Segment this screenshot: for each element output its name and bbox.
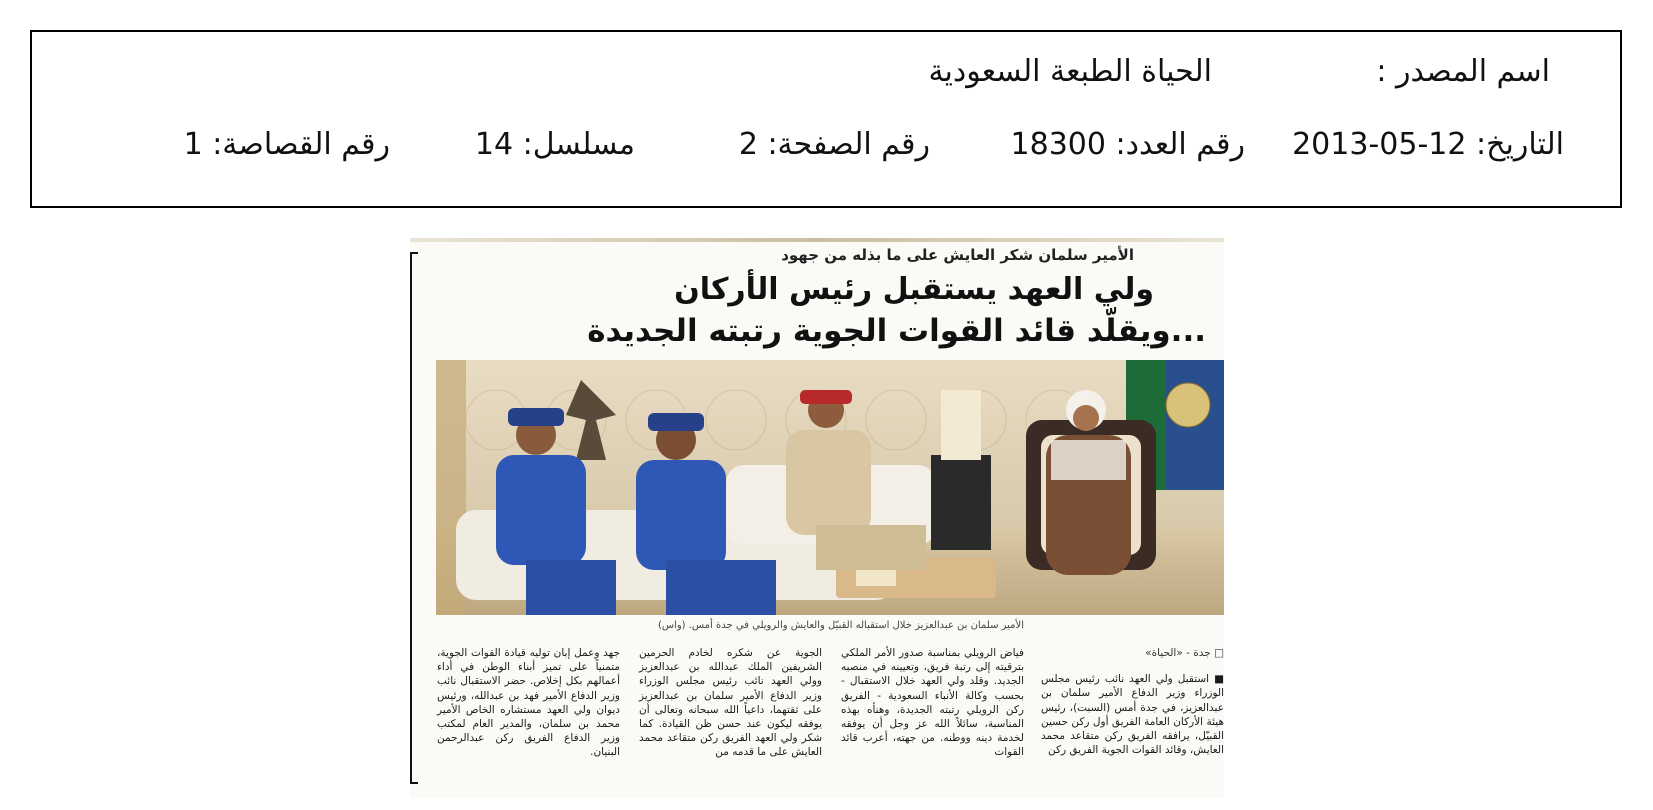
article-column-2-text: فياض الرويلي بمناسبة صدور الأمر الملكي بترقيته إلى رتبة فريق، وتعيينه في منصبه الجديد. وقلد ولي العهد خلال الاستقبال - بحسب وكالة الأنباء السعودية - الفريق ركن الرويلي رتبته الجديدة، وهنأه بهذه المناسبة، سائلاً الله عز وجل أن يوفقه لخدمة دينه ووطنه. من جهته، أعرب قائد القوات	[841, 647, 1024, 759]
article-column-1	[1041, 646, 1224, 757]
photo-caption: الأمير سلمان بن عبدالعزيز خلال استقباله القبيّل والعايش والرويلي في جدة أمس. (واس)	[657, 620, 1024, 631]
meeting-photo-illustration	[436, 360, 1224, 615]
clip-number-field: رقم القصاصة: 1	[183, 127, 390, 162]
article-column-3	[639, 646, 822, 760]
clipping-bracket	[410, 252, 418, 784]
clipping-top-edge	[410, 238, 1224, 242]
article-column-4-text: جهد وعمل إبان توليه قيادة القوات الجوية، متمنياً على تميز أبناء الوطن في أداء أعمالهم بكل إخلاص. حضر الاستقبال نائب وزير الدفاع الأمير فهد بن عبدالله، ورئيس ديوان ولي العهد مستشاره الخاص الأمير محمد بن سلمان، والمدير العام لمكتب وزير الدفاع الفريق ركن عبدالرحمن البنيان.	[437, 647, 620, 759]
article-photo	[436, 360, 1224, 615]
date-field: التاريخ: 12-05-2013	[1292, 127, 1564, 162]
article-column-3-text: الجوية عن شكره لخادم الحرمين الشريفين الملك عبدالله بن عبدالعزيز وولي العهد نائب رئيس مجلس الوزراء وزير الدفاع الأمير سلمان بن عبدالعزيز على ثقتهما، داعياً الله سبحانه وتعالى أن يوفقه ليكون عند حسن ظن القيادة. كما شكر ولي العهد الفريق ركن متقاعد محمد العايش على ما قدمه من	[639, 647, 822, 759]
article-dateline: □ جدة - «الحياة»	[1145, 647, 1224, 659]
serial-field: مسلسل: 14	[474, 127, 635, 162]
article-body	[428, 646, 1224, 796]
source-info-box	[30, 30, 1622, 208]
article-headline-line-1: ولي العهد يستقبل رئيس الأركان	[674, 272, 1154, 307]
article-headline-line-2: ...ويقلّد قائد القوات الجوية رتبته الجديدة	[587, 313, 1206, 349]
newspaper-clipping	[410, 238, 1224, 798]
issue-number-field: رقم العدد: 18300	[1010, 127, 1245, 162]
article-kicker: الأمير سلمان شكر العايش على ما بذله من جهود	[781, 246, 1134, 264]
page-number-field: رقم الصفحة: 2	[738, 127, 930, 162]
article-column-2	[841, 646, 1024, 760]
source-label: اسم المصدر :	[1376, 54, 1550, 89]
article-column-1-text: ■ استقبل ولي العهد نائب رئيس مجلس الوزراء وزير الدفاع الأمير سلمان بن عبدالعزيز، في جدة أمس (السبت)، رئيس هيئة الأركان العامة الفريق أول ركن حسين القبيّل، يرافقه الفريق ركن متقاعد محمد العايش، وقائد القوات الجوية الفريق ركن	[1041, 673, 1224, 757]
article-column-4	[437, 646, 620, 760]
source-value: الحياة الطبعة السعودية	[928, 54, 1212, 89]
